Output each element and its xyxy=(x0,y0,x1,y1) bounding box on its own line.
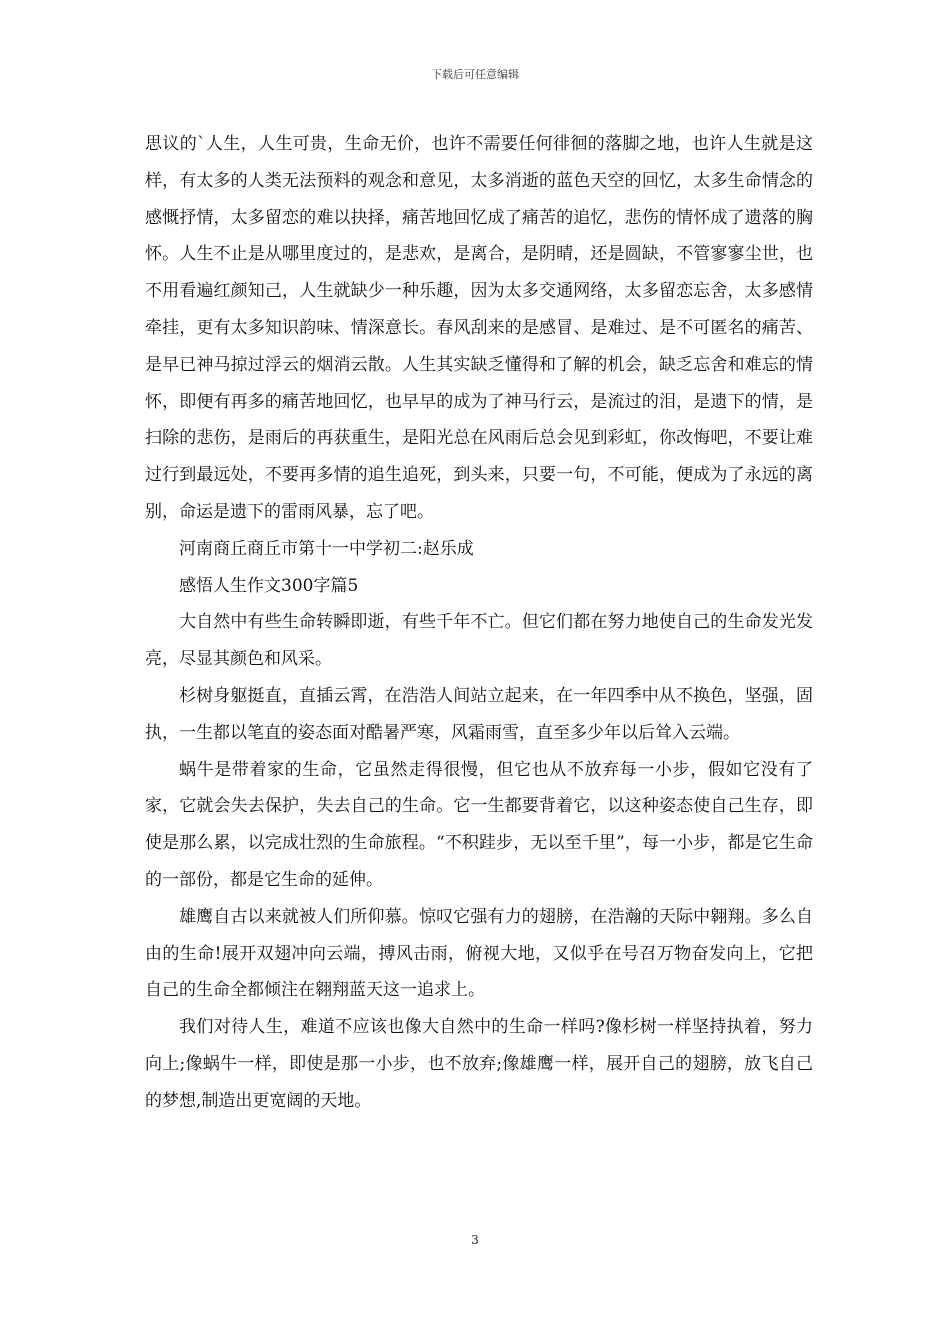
page-header: 下载后可任意编辑 xyxy=(431,68,519,81)
document-body xyxy=(145,126,813,1120)
essay-title: 感悟人生作文300字篇5 xyxy=(179,575,359,596)
paragraph-intro: 大自然中有些生命转瞬即逝，有些千年不亡。但它们都在努力地使自己的生命发光发亮，尽显其颜色和风采。 xyxy=(145,612,813,670)
page-number: 3 xyxy=(471,1233,479,1247)
paragraph-continued: 思议的`人生，人生可贵，生命无价，也许不需要任何徘徊的落脚之地，也许人生就是这样，有太多的人类无法预料的观念和意见，太多消逝的蓝色天空的回忆，太多生命情念的感慨抒情，太多留恋的难以抉择，痛苦地回忆成了痛苦的追忆，悲伤的情怀成了遗落的胸怀。人生不止是从哪里度过的，是悲欢，是离合，是阴晴，还是圆缺，不管寥寥尘世，也不用看遍红颜知己，人生就缺少一种乐趣，因为太多交通网络，太多留恋忘舍，太多感情牵挂，更有太多知识韵味、情深意长。春风刮来的是感冒、是难过、是不可匿名的痛苦、是早已神马掠过浮云的烟消云散。人生其实缺乏懂得和了解的机会，缺乏忘舍和难忘的情怀，即便有再多的痛苦地回忆，也早早的成为了神马行云，是流过的泪，是遗下的情，是扫除的悲伤，是雨后的再获重生，是阳光总在风雨后总会见到彩虹，你改悔吧，不要让难过行到最远处，不要再多情的追生追死，到头来，只要一句，不可能，便成为了永远的离别，命运是遗下的雷雨风暴，忘了吧。 xyxy=(145,134,813,522)
paragraph-eagle: 雄鹰自古以来就被人们所仰慕。惊叹它强有力的翅膀，在浩瀚的天际中翱翔。多么自由的生命!展开双翅冲向云端，搏风击雨，俯视大地，又似乎在号召万物奋发向上，它把自己的生命全都倾注在翱翔蓝天这一追求上。 xyxy=(145,906,813,1001)
author-line: 河南商丘商丘市第十一中学初二:赵乐成 xyxy=(179,538,474,559)
paragraph-fir: 杉树身躯挺直，直插云霄，在浩浩人间站立起来，在一年四季中从不换色，坚强，固执，一生都以笔直的姿态面对酷暑严寒，风霜雨雪，直至多少年以后耸入云端。 xyxy=(145,685,813,743)
paragraph-conclusion: 我们对待人生，难道不应该也像大自然中的生命一样吗?像杉树一样坚持执着，努力向上;像蜗牛一样，即使是那一小步，也不放弃;像雄鹰一样，展开自己的翅膀，放飞自己的梦想,制造出更宽阔的天地。 xyxy=(145,1017,813,1111)
paragraph-snail: 蜗牛是带着家的生命，它虽然走得很慢，但它也从不放弃每一小步，假如它没有了家，它就会失去保护，失去自己的生命。它一生都要背着它，以这种姿态使自己生存，即使是那么累，以完成壮烈的生命旅程。“不积跬步，无以至千里”，每一小步，都是它生命的一部份，都是它生命的延伸。 xyxy=(145,759,813,890)
